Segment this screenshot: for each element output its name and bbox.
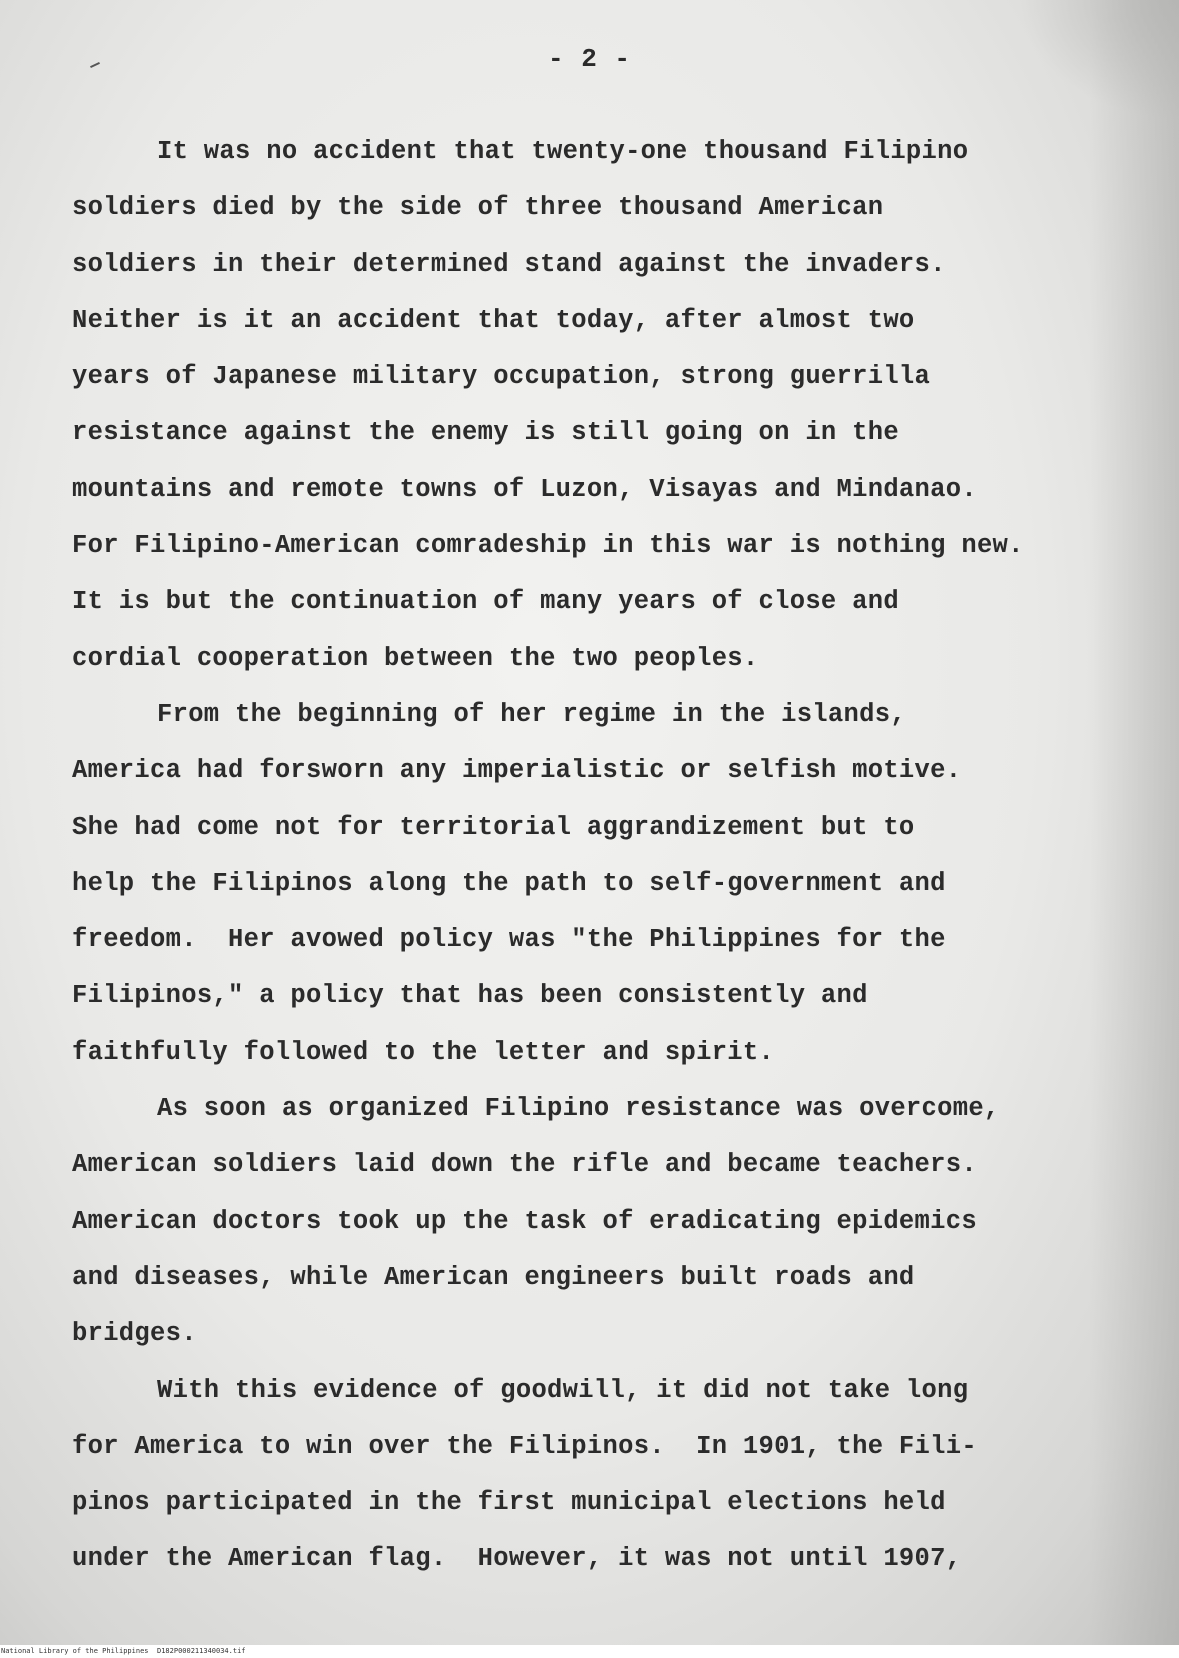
text-line: faithfully followed to the letter and spirit.: [72, 1037, 775, 1067]
footer-file-id: D182P000211340034.tif: [157, 1647, 246, 1655]
text-line: under the American flag. However, it was not until 1907,: [72, 1544, 962, 1574]
text-line: Neither is it an accident that today, after almost two: [72, 305, 915, 335]
text-line: As soon as organized Filipino resistance was overcome,: [157, 1094, 1000, 1124]
text-line: America had forsworn any imperialistic or selfish motive.: [72, 756, 962, 786]
text-line: American soldiers laid down the rifle and became teachers.: [72, 1150, 977, 1180]
text-line: help the Filipinos along the path to self-government and: [72, 868, 946, 898]
text-line: bridges.: [72, 1319, 197, 1349]
text-line: mountains and remote towns of Luzon, Visayas and Mindanao.: [72, 474, 977, 504]
body-text: [72, 124, 1152, 1588]
page-number: - 2 -: [547, 44, 631, 74]
text-line: soldiers in their determined stand against the invaders.: [72, 249, 946, 279]
text-line: years of Japanese military occupation, strong guerrilla: [72, 362, 931, 392]
text-line: for America to win over the Filipinos. In 1901, the Fili-: [72, 1431, 977, 1461]
scan-footer: [0, 1645, 1179, 1658]
text-line: She had come not for territorial aggrandizement but to: [72, 812, 915, 842]
text-line: cordial cooperation between the two peoples.: [72, 643, 759, 673]
text-line: and diseases, while American engineers built roads and: [72, 1262, 915, 1292]
text-line: pinos participated in the first municipal elections held: [72, 1488, 946, 1518]
text-line: For Filipino-American comradeship in this war is nothing new.: [72, 531, 1024, 561]
text-line: With this evidence of goodwill, it did not take long: [157, 1375, 969, 1405]
text-line: soldiers died by the side of three thousand American: [72, 193, 884, 223]
text-line: Filipinos," a policy that has been consistently and: [72, 981, 868, 1011]
text-line: From the beginning of her regime in the islands,: [157, 699, 906, 729]
footer-source: National Library of the Philippines: [1, 1647, 149, 1655]
text-line: It was no accident that twenty-one thousand Filipino: [157, 137, 969, 166]
text-line: freedom. Her avowed policy was "the Philippines for the: [72, 925, 946, 955]
text-line: resistance against the enemy is still going on in the: [72, 418, 899, 448]
text-line: American doctors took up the task of eradicating epidemics: [72, 1206, 977, 1236]
text-line: It is but the continuation of many years of close and: [72, 587, 899, 617]
